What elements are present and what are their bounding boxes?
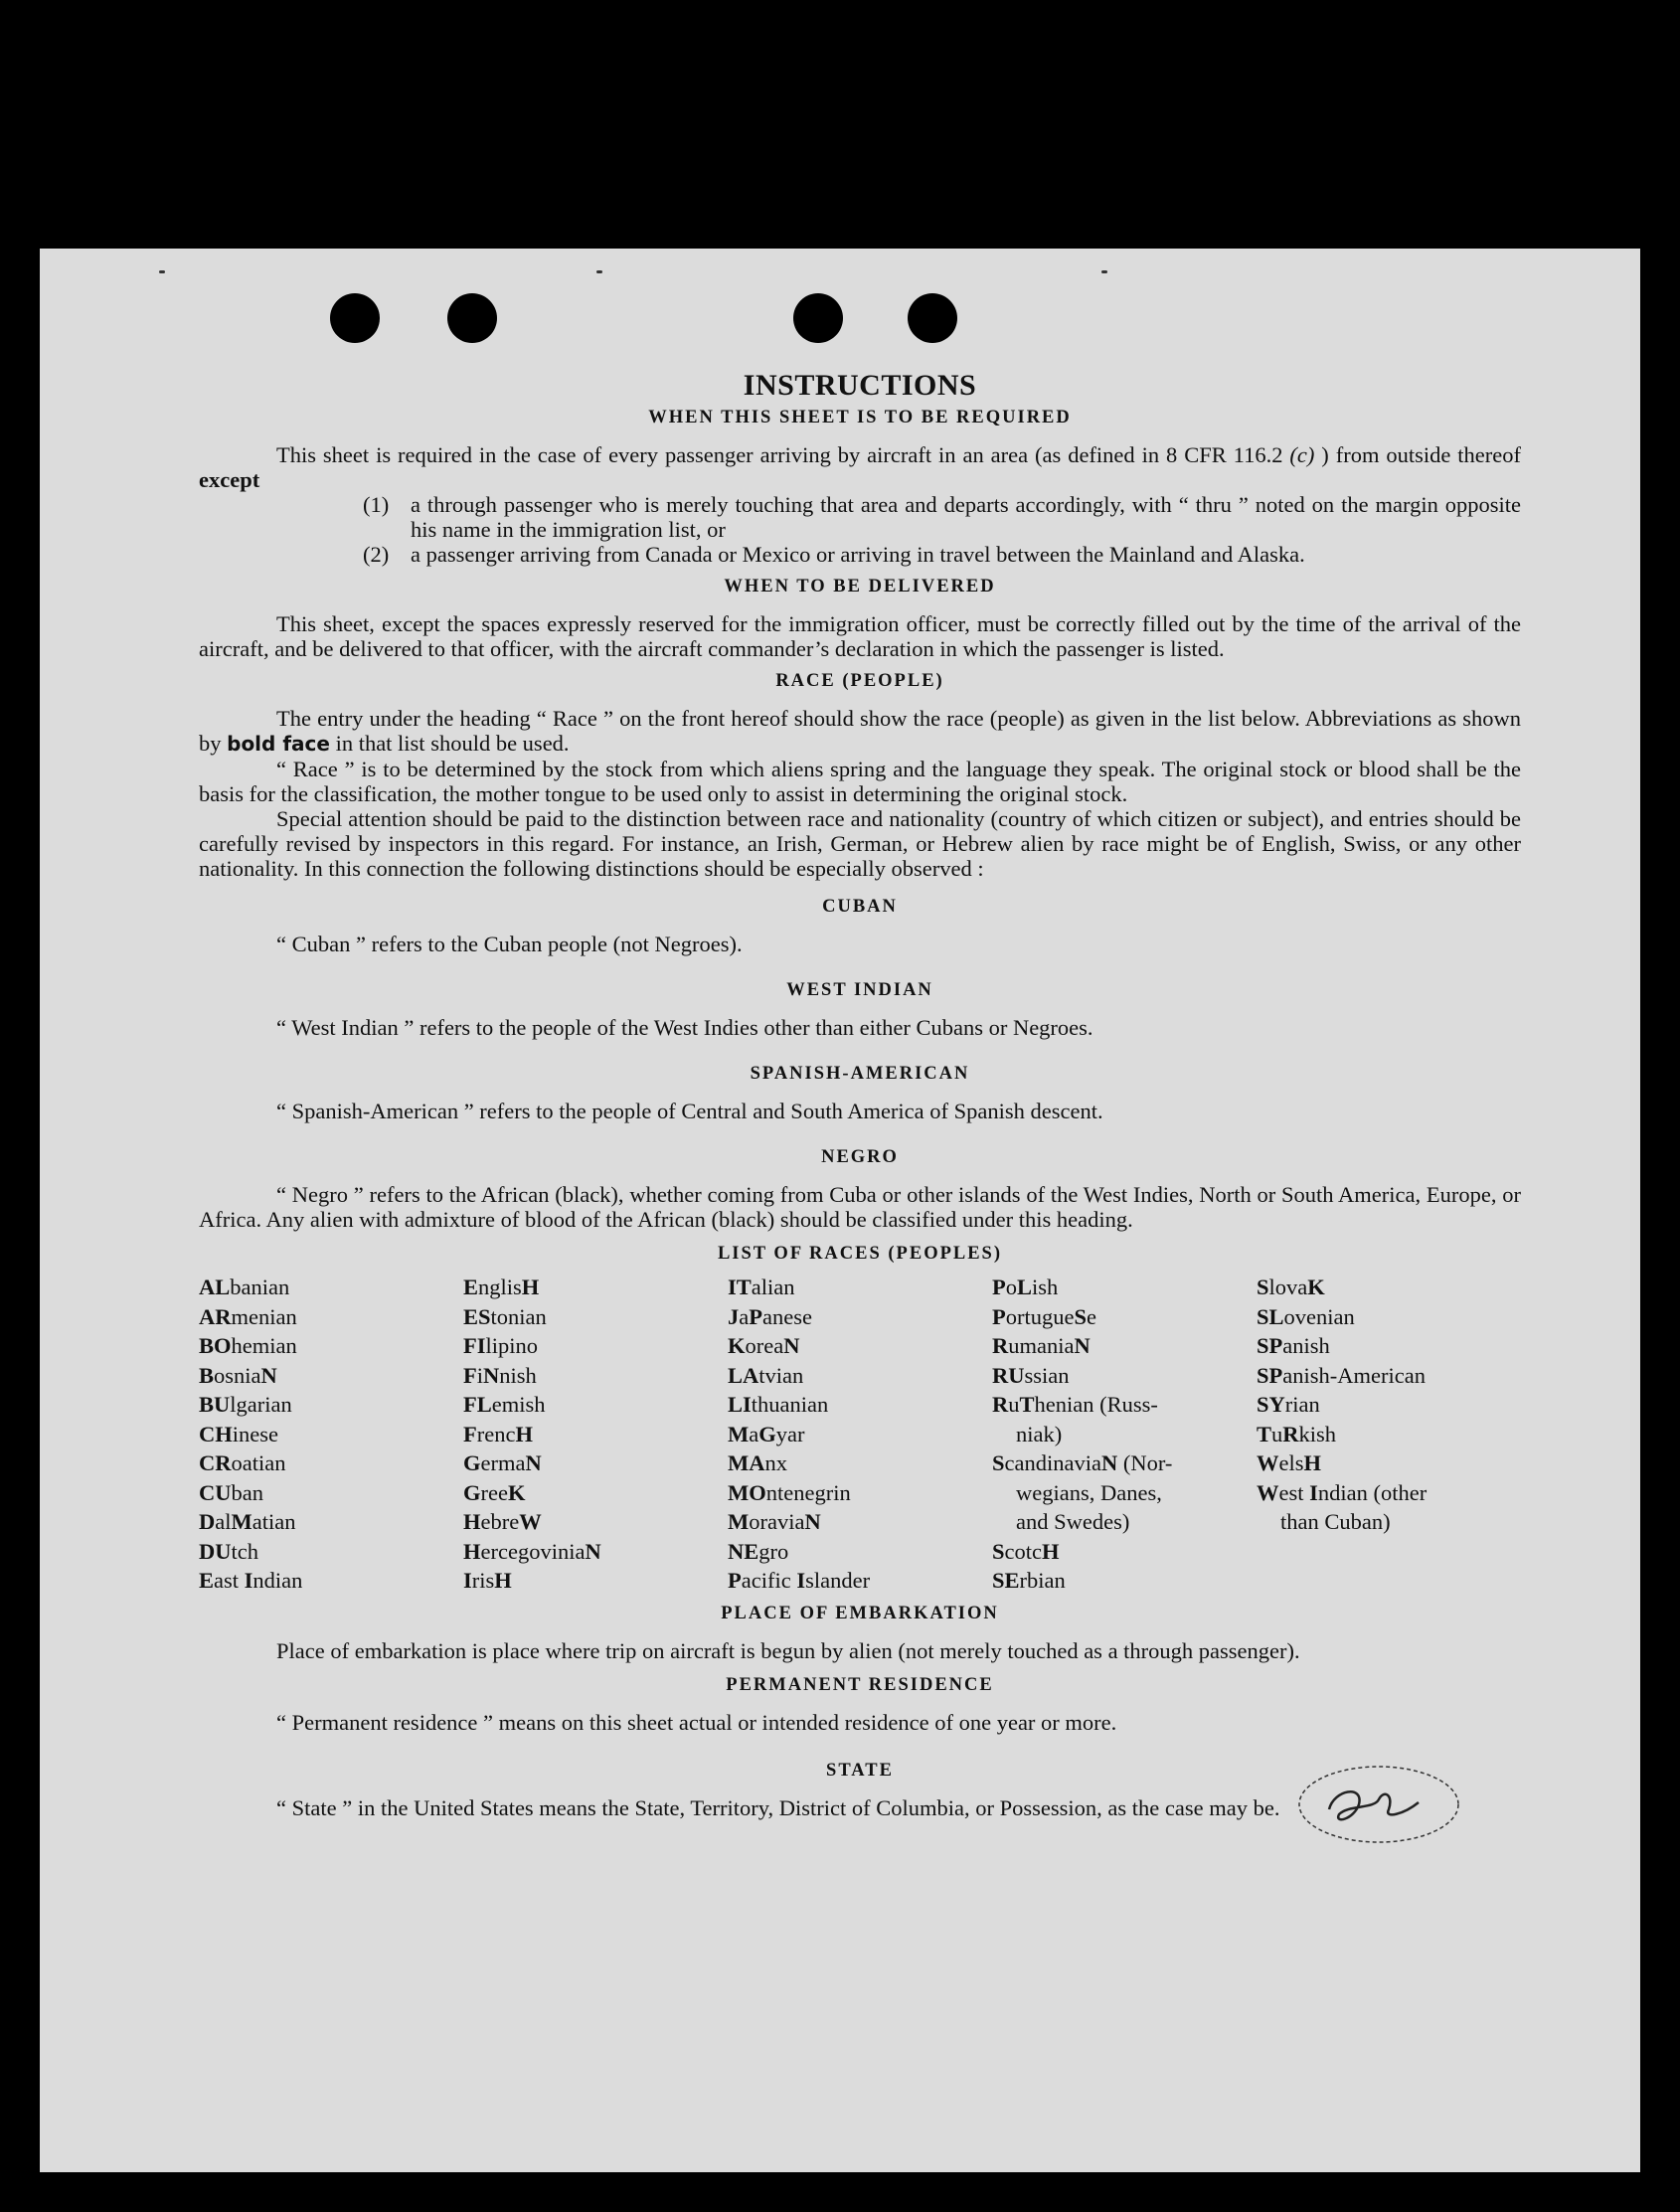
race-item: SPanish <box>1257 1333 1330 1358</box>
section-heading: WEST INDIAN <box>786 980 933 1000</box>
page-title: INSTRUCTIONS <box>743 369 977 402</box>
race-column <box>1257 1273 1521 1596</box>
race-item: PortugueSe <box>992 1303 1096 1329</box>
race-item: niak) <box>1016 1421 1063 1446</box>
race-item: RumaniaN <box>992 1333 1091 1358</box>
race-item: wegians, Danes, <box>1016 1479 1162 1505</box>
race-item: BUlgarian <box>199 1392 292 1417</box>
paragraph: Special attention should be paid to the distinction between race and nationality (country of which citizen or subject), and entries should be carefully revised by inspectors in this regard. For instance, an Irish, German, or Hebrew alien by race might be of English, Swiss, or any other nationality. In this connection the following distinctions should be especially observed : <box>199 806 1521 881</box>
document-sheet <box>40 249 1640 2172</box>
race-item: MoraviaN <box>728 1509 821 1534</box>
section-heading: LIST OF RACES (PEOPLES) <box>717 1244 1003 1264</box>
race-item: FrencH <box>463 1421 533 1446</box>
race-item: CHinese <box>199 1421 278 1446</box>
race-item: FLemish <box>463 1392 546 1417</box>
section-heading: STATE <box>826 1760 894 1781</box>
race-item: CRoatian <box>199 1450 286 1475</box>
race-item: WelsH <box>1257 1450 1322 1475</box>
race-item: MOntenegrin <box>728 1479 851 1505</box>
race-item: SlovaK <box>1257 1275 1325 1299</box>
paragraph: “ Spanish-American ” refers to the people of Central and South America of Spanish descent. <box>276 1099 1103 1123</box>
scan-speck <box>1101 270 1107 273</box>
race-item: ARmenian <box>199 1303 297 1329</box>
punch-hole <box>908 293 957 343</box>
race-item: MAnx <box>728 1450 787 1475</box>
race-item: FiNnish <box>463 1362 537 1388</box>
race-item: BosniaN <box>199 1362 277 1388</box>
exception-list <box>363 492 1521 567</box>
race-item: DalMatian <box>199 1509 296 1534</box>
list-item: (2) a passenger arriving from Canada or Mexico or arriving in travel between the Mainland and Alaska. <box>363 542 1305 567</box>
race-item: Pacific Islander <box>728 1568 871 1593</box>
race-item: ScotcH <box>992 1538 1060 1564</box>
scan-speck <box>159 270 165 273</box>
race-item: SLovenian <box>1257 1303 1355 1329</box>
race-item: EnglisH <box>463 1275 540 1299</box>
race-item: SPanish-American <box>1257 1362 1426 1388</box>
race-item: GermaN <box>463 1450 542 1475</box>
race-item: ALbanian <box>199 1275 290 1299</box>
race-item: ScandinaviaN (Nor- <box>992 1450 1173 1475</box>
race-item: LAtvian <box>728 1362 804 1388</box>
section-heading: PLACE OF EMBARKATION <box>721 1603 999 1623</box>
race-item: than Cuban) <box>1280 1509 1391 1534</box>
race-item: KoreaN <box>728 1333 800 1358</box>
race-item: ITalian <box>728 1275 795 1299</box>
paragraph: “ West Indian ” refers to the people of the West Indies other than either Cubans or Negroes. <box>276 1015 1093 1040</box>
list-item: (1) a through passenger who is merely touching that area and departs accordingly, with “ thru ” noted on the margin opposite his name in the immigration list, or <box>363 492 1521 542</box>
race-item: LIthuanian <box>728 1392 829 1417</box>
paragraph: “ Cuban ” refers to the Cuban people (not Negroes). <box>276 932 743 956</box>
race-column <box>463 1273 728 1596</box>
race-item: NEgro <box>728 1538 789 1564</box>
race-item: SYrian <box>1257 1392 1320 1417</box>
section-heading: PERMANENT RESIDENCE <box>726 1674 994 1695</box>
section-heading: WHEN TO BE DELIVERED <box>724 577 996 596</box>
race-item: FIlipino <box>463 1333 539 1358</box>
race-column <box>992 1273 1257 1596</box>
paragraph: “ Negro ” refers to the African (black), whether coming from Cuba or other islands of the West Indies, North or South America, Europe, or Africa. Any alien with admixture of blood of the African (black) should be classified under this heading. <box>199 1182 1521 1232</box>
scan-speck <box>596 270 602 273</box>
section-heading: CUBAN <box>822 897 898 917</box>
race-list <box>199 1273 1521 1596</box>
race-item: JaPanese <box>728 1303 812 1329</box>
race-item: SErbian <box>992 1568 1066 1593</box>
race-item: HercegoviniaN <box>463 1538 601 1564</box>
section-heading: WHEN THIS SHEET IS TO BE REQUIRED <box>648 408 1072 427</box>
race-item: RUssian <box>992 1362 1070 1388</box>
instructions-content <box>199 369 1522 1820</box>
paragraph: This sheet, except the spaces expressly reserved for the immigration officer, must be correctly filled out by the time of the arrival of the aircraft, and be delivered to that officer, with the aircraft commander’s declaration in which the passenger is listed. <box>199 611 1521 661</box>
paragraph: This sheet is required in the case of every passenger arriving by aircraft in an area (as defined in 8 CFR 116.2 (c) ) from outside thereof except <box>199 442 1522 492</box>
paragraph: “ Race ” is to be determined by the stock from which aliens spring and the language they speak. The original stock or blood shall be the basis for the classification, the mother tongue to be used only to assist in determining the original stock. <box>199 757 1521 806</box>
race-item: MaGyar <box>728 1421 805 1446</box>
race-item: PoLish <box>992 1275 1059 1299</box>
punch-hole <box>330 293 380 343</box>
race-item: CUban <box>199 1479 263 1505</box>
race-item: EStonian <box>463 1303 547 1329</box>
paragraph: “ Permanent residence ” means on this sheet actual or intended residence of one year or more. <box>276 1709 1117 1735</box>
race-item: East Indian <box>199 1568 303 1593</box>
race-item: HebreW <box>463 1509 542 1534</box>
section-heading: SPANISH-AMERICAN <box>750 1064 970 1084</box>
section-heading: RACE (PEOPLE) <box>775 671 944 691</box>
handwritten-mark <box>1294 1755 1463 1849</box>
race-item: GreeK <box>463 1479 526 1505</box>
paragraph: “ State ” in the United States means the State, Territory, District of Columbia, or Possession, as the case may be. <box>276 1794 1280 1820</box>
punch-hole <box>447 293 497 343</box>
race-item: TuRkish <box>1257 1421 1337 1446</box>
race-item: and Swedes) <box>1016 1509 1130 1534</box>
race-column <box>199 1273 463 1596</box>
race-item: BOhemian <box>199 1333 297 1358</box>
section-heading: NEGRO <box>821 1147 899 1167</box>
paragraph: Place of embarkation is place where trip on aircraft is begun by alien (not merely touched as a through passenger). <box>276 1637 1300 1663</box>
race-column <box>728 1273 992 1596</box>
race-item: West Indian (other <box>1257 1479 1428 1505</box>
race-item: RuThenian (Russ- <box>992 1392 1158 1417</box>
race-item: IrisH <box>463 1568 512 1593</box>
punch-hole <box>793 293 843 343</box>
paragraph: The entry under the heading “ Race ” on the front hereof should show the race (people) as given in the list below. Abbreviations as shown by bold face in that list should be used. <box>199 706 1521 756</box>
race-item: DUtch <box>199 1538 258 1564</box>
